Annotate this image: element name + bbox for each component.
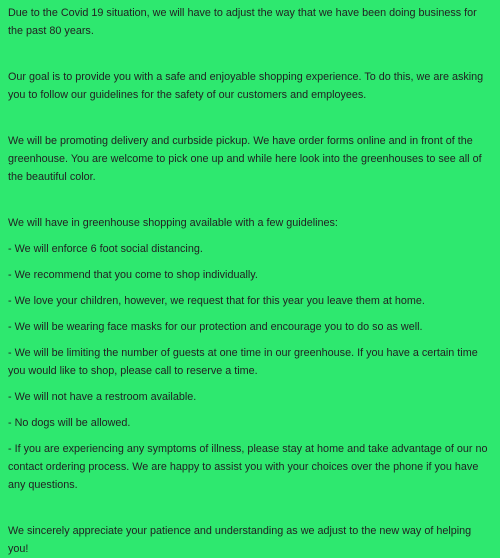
goal-paragraph: Our goal is to provide you with a safe and enjoyable shopping experience. To do this, we are asking you to follow our guidelines for the safety of our customers and employees. xyxy=(8,71,484,101)
guidelines-intro: We will have in greenhouse shopping available with a few guidelines: xyxy=(8,217,338,229)
list-item: - We recommend that you come to shop individually. xyxy=(8,269,258,281)
list-item: - We will be wearing face masks for our protection and encourage you to do so as well. xyxy=(8,321,423,333)
intro-paragraph: Due to the Covid 19 situation, we will have to adjust the way that we have been doing business for the past 80 years. xyxy=(8,7,477,37)
list-item: - If you are experiencing any symptoms of illness, please stay at home and take advantage of our no contact ordering process. We are happy to assist you with your choices over the phone if you have any questions. xyxy=(8,443,488,491)
guidelines-list xyxy=(8,240,492,494)
closing-paragraph: We sincerely appreciate your patience and understanding as we adjust to the new way of helping you! xyxy=(8,525,472,555)
list-item: - No dogs will be allowed. xyxy=(8,417,131,429)
delivery-paragraph: We will be promoting delivery and curbside pickup. We have order forms online and in front of the greenhouse. You are welcome to pick one up and while here look into the greenhouses to see all of the beautiful color. xyxy=(8,135,482,183)
list-item: - We will enforce 6 foot social distancing. xyxy=(8,243,203,255)
list-item: - We will be limiting the number of guests at one time in our greenhouse. If you have a certain time you would like to shop, please call to reserve a time. xyxy=(8,347,478,377)
list-item: - We love your children, however, we request that for this year you leave them at home. xyxy=(8,295,425,307)
list-item: - We will not have a restroom available. xyxy=(8,391,197,403)
